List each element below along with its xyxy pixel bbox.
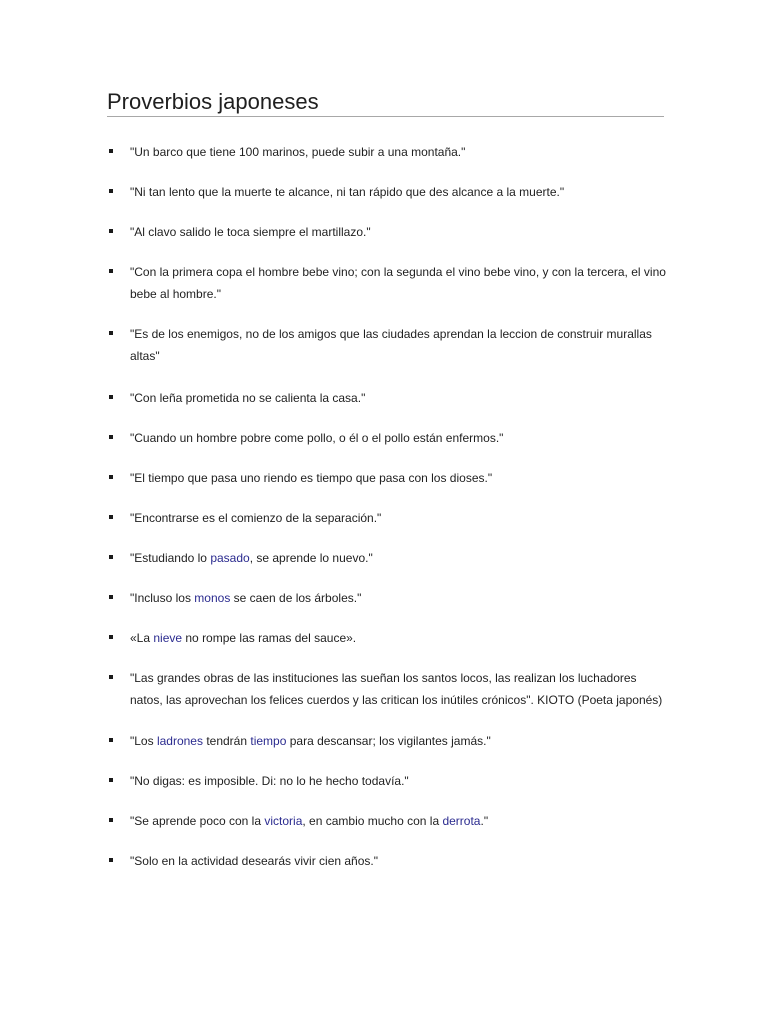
proverb-text — [130, 181, 667, 203]
proverb-text-segment: "Incluso los — [130, 591, 195, 605]
square-bullet-icon — [109, 675, 113, 679]
proverb-text — [130, 667, 667, 711]
proverb-text — [130, 141, 667, 163]
proverb-text-segment: "Con la primera copa el hombre bebe vino; con la segunda el vino bebe vino, y con la tercera, el vino bebe al hombre." — [130, 265, 666, 301]
proverb-text — [130, 221, 667, 243]
proverb-text-segment: tendrán — [202, 734, 251, 748]
square-bullet-icon — [109, 149, 113, 153]
proverb-text-segment: "No digas: es imposible. Di: no lo he hecho todavía." — [130, 774, 409, 788]
proverb-text-segment: ." — [480, 814, 489, 828]
proverb-text-segment: "Cuando un hombre pobre come pollo, o él o el pollo están enfermos." — [130, 431, 504, 445]
square-bullet-icon — [109, 395, 113, 399]
proverb-link[interactable]: ladrones — [156, 734, 203, 748]
proverb-text-segment: "Solo en la actividad desearás vivir cien años." — [130, 854, 378, 868]
proverb-item — [107, 323, 667, 367]
proverb-text — [130, 427, 667, 449]
square-bullet-icon — [109, 778, 113, 782]
proverb-text-segment: "El tiempo que pasa uno riendo es tiempo que pasa con los dioses." — [130, 471, 493, 485]
proverb-text — [130, 850, 667, 872]
proverb-item — [107, 507, 667, 529]
proverb-item — [107, 587, 667, 609]
page-title: Proverbios japoneses — [107, 89, 319, 114]
proverb-text-segment: "Estudiando lo — [130, 551, 211, 565]
proverb-text — [130, 467, 667, 489]
square-bullet-icon — [109, 189, 113, 193]
proverb-item — [107, 730, 667, 752]
proverb-link[interactable]: monos — [194, 591, 231, 605]
proverb-link[interactable]: pasado — [210, 551, 250, 565]
proverb-text-segment: "Encontrarse es el comienzo de la separación." — [130, 511, 382, 525]
proverb-link[interactable]: tiempo — [250, 734, 287, 748]
proverb-text-segment: "Ni tan lento que la muerte te alcance, ni tan rápido que des alcance a la muerte." — [130, 185, 565, 199]
square-bullet-icon — [109, 635, 113, 639]
proverb-text — [130, 730, 667, 752]
square-bullet-icon — [109, 331, 113, 335]
proverb-text-segment: para descansar; los vigilantes jamás." — [286, 734, 491, 748]
square-bullet-icon — [109, 818, 113, 822]
proverb-text-segment: se caen de los árboles." — [230, 591, 362, 605]
proverb-item — [107, 770, 667, 792]
proverb-link[interactable]: nieve — [153, 631, 183, 645]
proverb-text-segment: «La — [130, 631, 154, 645]
proverb-text — [130, 627, 667, 649]
proverb-text-segment: "Las grandes obras de las instituciones las sueñan los santos locos, las realizan los luchadores natos, las aprovechan los felices cuerdos y las critican los inútiles crónicos". KIOTO (Poeta japonés) — [130, 671, 663, 707]
proverb-item — [107, 547, 667, 569]
proverb-text-segment: , en cambio mucho con la — [302, 814, 443, 828]
proverb-text — [130, 261, 667, 305]
proverb-link[interactable]: victoria — [264, 814, 303, 828]
proverb-text-segment: "Un barco que tiene 100 marinos, puede subir a una montaña." — [130, 145, 466, 159]
proverb-item — [107, 850, 667, 872]
square-bullet-icon — [109, 858, 113, 862]
proverb-item — [107, 387, 667, 409]
proverb-item — [107, 141, 667, 163]
square-bullet-icon — [109, 269, 113, 273]
proverb-text — [130, 507, 667, 529]
proverb-item — [107, 261, 667, 305]
proverb-text-segment: , se aprende lo nuevo." — [249, 551, 373, 565]
square-bullet-icon — [109, 435, 113, 439]
proverb-text — [130, 770, 667, 792]
square-bullet-icon — [109, 515, 113, 519]
proverb-text-segment: "Es de los enemigos, no de los amigos que las ciudades aprendan la leccion de construir murallas altas" — [130, 327, 652, 363]
proverb-item — [107, 667, 667, 711]
proverb-text-segment: "Los — [130, 734, 157, 748]
proverb-text-segment: no rompe las ramas del sauce». — [182, 631, 357, 645]
square-bullet-icon — [109, 738, 113, 742]
title-divider — [107, 116, 664, 117]
proverb-item — [107, 467, 667, 489]
proverb-item — [107, 427, 667, 449]
proverb-link[interactable]: derrota — [442, 814, 481, 828]
square-bullet-icon — [109, 475, 113, 479]
proverb-text-segment: "Con leña prometida no se calienta la casa." — [130, 391, 366, 405]
square-bullet-icon — [109, 595, 113, 599]
proverb-item — [107, 627, 667, 649]
proverb-text — [130, 587, 667, 609]
square-bullet-icon — [109, 229, 113, 233]
proverb-text-segment: "Se aprende poco con la — [130, 814, 265, 828]
square-bullet-icon — [109, 555, 113, 559]
proverb-text — [130, 547, 667, 569]
proverb-text — [130, 810, 667, 832]
proverb-text — [130, 323, 667, 367]
proverb-text-segment: "Al clavo salido le toca siempre el martillazo." — [130, 225, 371, 239]
proverb-item — [107, 810, 667, 832]
proverb-item — [107, 221, 667, 243]
proverb-item — [107, 181, 667, 203]
proverb-text — [130, 387, 667, 409]
